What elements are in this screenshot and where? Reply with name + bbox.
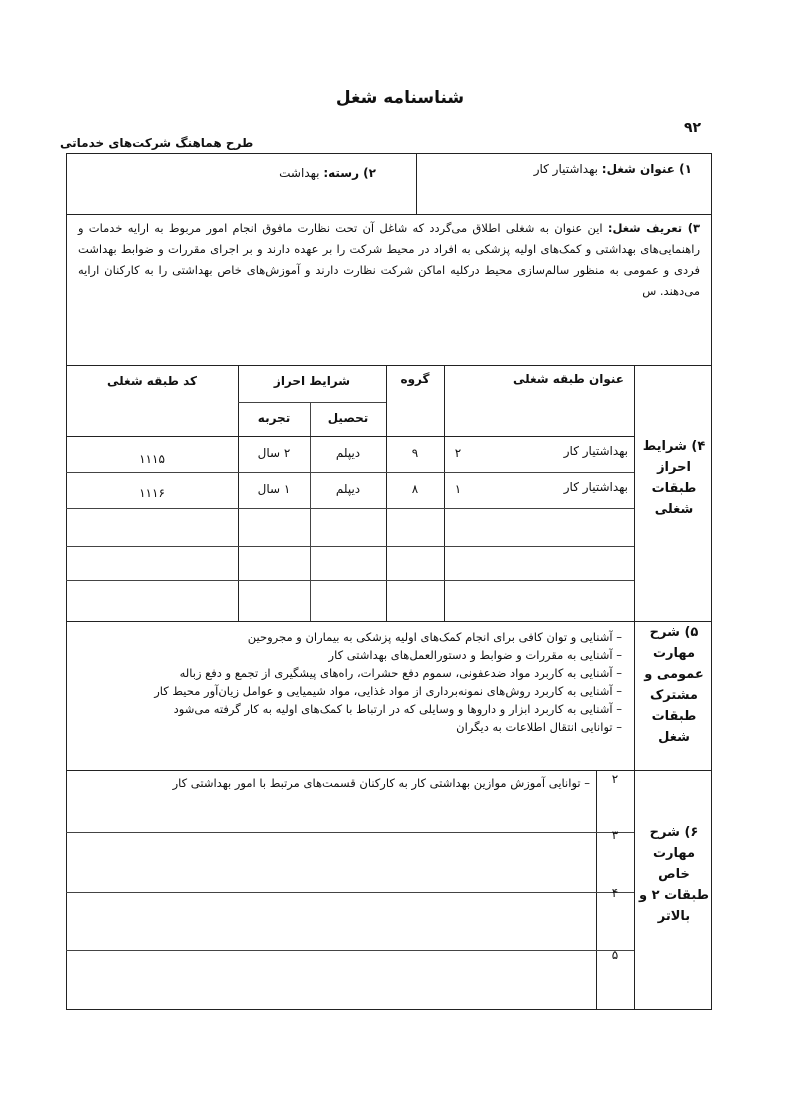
divider: [66, 214, 712, 215]
divider: [66, 546, 634, 547]
education-cell: دیپلم: [335, 482, 361, 496]
divider: [66, 832, 634, 833]
group-cell: ۹: [411, 446, 419, 460]
job-category-value: بهداشت: [279, 166, 320, 180]
experience-cell: ۲ سال: [257, 446, 291, 460]
divider: [66, 892, 634, 893]
code-cell: ۱۱۱۶: [139, 486, 165, 500]
divider: [310, 402, 311, 621]
group-cell: ۸: [411, 482, 419, 496]
row-number: ۵: [611, 948, 619, 962]
job-title-field: [534, 162, 692, 176]
class-title-cell: بهداشتیار کار: [563, 444, 628, 458]
education-cell: دیپلم: [335, 446, 361, 460]
special-skill-text: – توانایی آموزش موازین بهداشتی کار به کارکنان قسمت‌های مرتبط با امور بهداشتی کار: [173, 776, 590, 790]
list-item: – آشنایی به کاربرد ابزار و داروها و وسایلی که در ارتباط با کمک‌های اولیه به کار گرفته می‌شود: [154, 700, 622, 718]
class-title-cell: بهداشتیار کار: [563, 480, 628, 494]
column-header-group: گروه: [400, 372, 430, 386]
divider: [238, 402, 386, 403]
general-skills-list: [154, 628, 622, 736]
page-title: شناسنامه شغل: [335, 88, 465, 108]
divider: [66, 508, 634, 509]
row-number: ۴: [611, 886, 619, 900]
job-definition-label: ۳) تعریف شغل:: [607, 221, 701, 235]
column-header-class-title: عنوان طبقه شغلی: [512, 372, 624, 386]
divider: [66, 621, 712, 622]
divider: [66, 365, 712, 366]
column-header-experience: تجربه: [257, 411, 291, 425]
row-number: ۲: [611, 772, 619, 786]
job-definition: [78, 218, 700, 302]
code-cell: ۱۱۱۵: [139, 452, 165, 466]
job-category-label: ۲) رسته:: [323, 166, 376, 180]
divider: [66, 950, 634, 951]
class-level-cell: ۲: [454, 446, 462, 460]
divider: [634, 621, 635, 770]
list-item: – آشنایی به کاربرد مواد ضدعفونی، سموم دفع حشرات، راه‌های پیشگیری از تجمع و دفع زباله: [154, 664, 622, 682]
class-level-cell: ۱: [454, 482, 462, 496]
experience-cell: ۱ سال: [257, 482, 291, 496]
document-subtitle: طرح هماهنگ شرکت‌های خدماتی: [60, 136, 254, 150]
divider: [66, 472, 634, 473]
divider: [66, 770, 712, 771]
general-skills-label: ۵) شرح مهارت عمومی و مشترک طبقات شغل: [644, 625, 704, 745]
list-item: – آشنایی و توان کافی برای انجام کمک‌های اولیه پزشکی به بیماران و مجروحین: [154, 628, 622, 646]
column-header-code: کد طبقه شغلی: [107, 374, 197, 388]
qualification-label: ۴) شرایط احراز طبقات شغلی: [642, 439, 706, 517]
list-item: – آشنایی به مقررات و ضوابط و دستورالعمل‌های بهداشتی کار: [154, 646, 622, 664]
divider: [66, 436, 634, 437]
list-item: – توانایی انتقال اطلاعات به دیگران: [154, 718, 622, 736]
special-skills-label: ۶) شرح مهارت خاص طبقات ۲ و بالاتر: [639, 825, 709, 924]
divider: [444, 365, 445, 621]
page-number: ۹۲: [684, 120, 702, 136]
divider: [634, 770, 635, 1010]
divider: [66, 580, 634, 581]
divider: [416, 153, 417, 214]
row-number: ۳: [611, 828, 619, 842]
column-header-conditions: شرایط احراز: [273, 374, 351, 388]
list-item: – آشنایی به کاربرد روش‌های نمونه‌برداری از مواد غذایی، مواد شیمیایی و عوامل زیان‌آور محیط کار: [154, 682, 622, 700]
job-definition-text: این عنوان به شغلی اطلاق می‌گردد که شاغل آن تحت نظارت مافوق انجام امور مربوط به ارایه خدمات و راهنمایی‌های بهداشتی و کمک‌های اولیه پزشکی به افراد در محیط شرکت را بر عهده دارند و بر اجرای مقررات و ضوابط بهداشت فردی و عمومی به منظور سالم‌سازی محیط درکلیه اماکن شرکت نظارت دارند و آموزش‌های خاص بهداشتی را به کارکنان ارایه می‌دهند. س: [78, 221, 700, 298]
column-header-education: تحصیل: [327, 411, 369, 425]
job-title-value: بهداشتیار کار: [533, 162, 598, 176]
divider: [634, 365, 635, 621]
job-title-label: ۱) عنوان شغل:: [601, 162, 692, 176]
job-category-field: [279, 166, 376, 180]
